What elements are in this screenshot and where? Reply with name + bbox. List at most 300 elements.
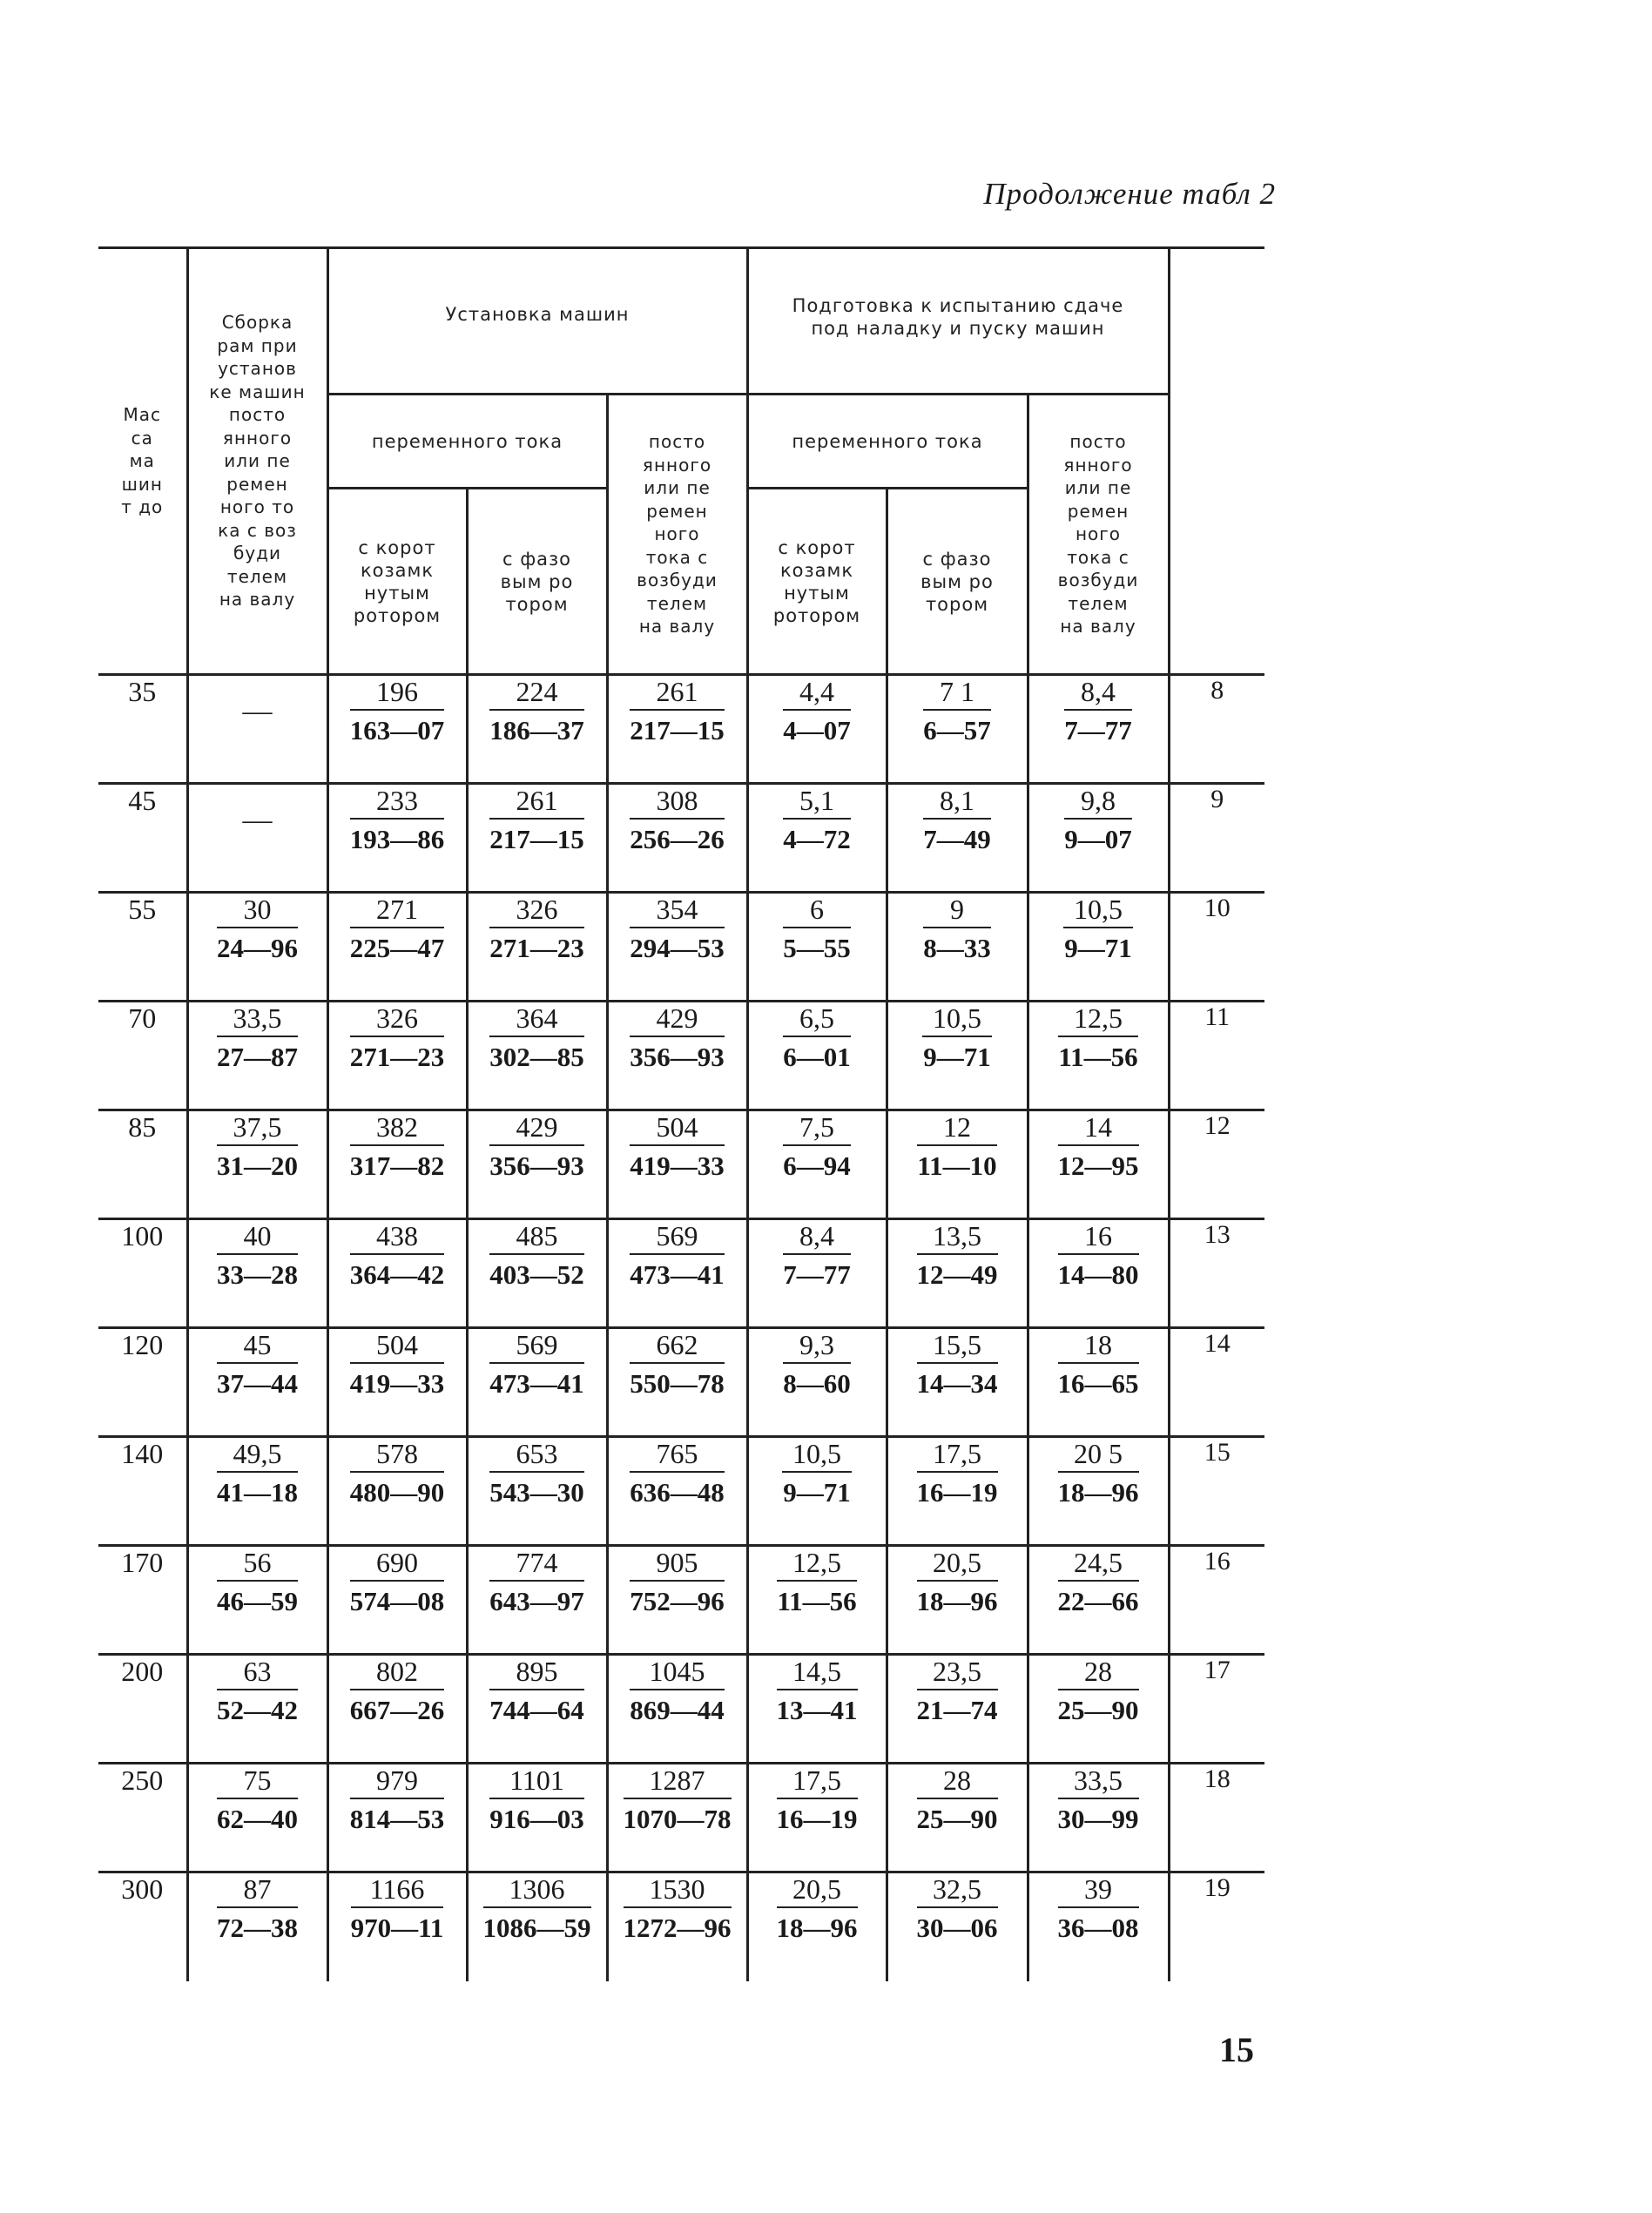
header-line: на валу: [1060, 616, 1136, 638]
col-header-ac-install: переменного тока: [327, 395, 607, 489]
fraction-denominator: 41—18: [217, 1477, 298, 1508]
value-cell-c5: [887, 1546, 1028, 1655]
col-header-squirrel-cage-install: [327, 489, 467, 675]
header-line: ного: [1075, 523, 1122, 545]
fraction: [630, 1111, 725, 1183]
fraction: [777, 1656, 858, 1727]
header-line: ротором: [772, 604, 861, 626]
fraction: [489, 1220, 584, 1292]
fraction-denominator: 473—41: [489, 1368, 584, 1399]
fraction-numerator: 63: [217, 1656, 298, 1690]
value-cell-c6: [1028, 1764, 1169, 1872]
value-cell-c6: [1028, 1328, 1169, 1437]
fraction-denominator: 256—26: [630, 824, 725, 854]
fraction-denominator: 11—56: [1058, 1042, 1138, 1072]
col-header-dc-prep: [1028, 395, 1169, 675]
mass-cell: 250: [98, 1764, 187, 1872]
fraction: [489, 1329, 584, 1400]
header-line: телем: [226, 565, 288, 587]
fraction-denominator: 403—52: [489, 1259, 584, 1290]
mass-cell: 55: [98, 893, 187, 1002]
fraction: [783, 1329, 851, 1400]
table-row: [98, 1655, 1264, 1764]
fraction-denominator: 6—94: [783, 1150, 851, 1181]
row-number-cell: 17: [1169, 1655, 1264, 1764]
row-number-cell: 12: [1169, 1110, 1264, 1219]
fraction-numerator: 8,4: [1064, 676, 1132, 711]
fraction: [917, 1438, 998, 1509]
table-row: [98, 1110, 1264, 1219]
fraction-denominator: 271—23: [349, 1042, 445, 1072]
value-cell-c6: [1028, 1437, 1169, 1546]
fraction-numerator: 578: [350, 1438, 445, 1473]
row-number-cell: 19: [1204, 1873, 1231, 1902]
fraction-numerator: 7,5: [783, 1111, 851, 1146]
fraction-denominator: 356—93: [489, 1150, 584, 1181]
header-line: ного: [654, 523, 700, 545]
header-line: или пе: [1064, 477, 1132, 499]
fraction-denominator: 9—71: [1064, 933, 1132, 963]
fraction: [217, 1438, 298, 1509]
fraction-numerator: 20,5: [917, 1547, 998, 1582]
row-number-cell: 14: [1169, 1328, 1264, 1437]
fraction-numerator: 569: [630, 1220, 725, 1255]
fraction: [782, 1438, 852, 1509]
fraction-numerator: 354: [630, 894, 725, 928]
col-header-ac-prep: переменного тока: [747, 395, 1028, 489]
fraction-denominator: 814—53: [349, 1804, 445, 1834]
fraction: [783, 1002, 851, 1074]
fraction: [1058, 1220, 1139, 1292]
header-line: с корот: [778, 536, 856, 558]
col-header-number: [1169, 248, 1264, 675]
fraction: [923, 785, 991, 856]
fraction-numerator: 308: [630, 785, 725, 820]
header-line: установ: [218, 358, 297, 380]
fraction-numerator: 196: [350, 676, 445, 711]
fraction-numerator: 261: [630, 676, 725, 711]
fraction: [917, 1547, 998, 1618]
fraction-denominator: 916—03: [489, 1804, 584, 1834]
fraction-denominator: 16—19: [776, 1804, 858, 1834]
fraction-denominator: 9—71: [923, 1042, 991, 1072]
fraction: [1064, 676, 1132, 747]
value-cell-c6: [1028, 675, 1169, 784]
fraction-denominator: 27—87: [217, 1042, 298, 1072]
fraction-denominator: 543—30: [489, 1477, 584, 1508]
assembly-cell: [187, 784, 327, 893]
header-line: нутым: [364, 582, 430, 604]
assembly-cell: [187, 1764, 327, 1872]
value-cell-c6: [1028, 1655, 1169, 1764]
fraction-denominator: 225—47: [349, 933, 445, 963]
fraction: [217, 1111, 298, 1183]
fraction: [1058, 1764, 1139, 1836]
fraction-numerator: 56: [217, 1547, 298, 1582]
fraction-numerator: 224: [489, 676, 584, 711]
fraction-numerator: 33,5: [217, 1002, 298, 1037]
fraction-numerator: 12,5: [777, 1547, 856, 1582]
fraction: [350, 1329, 445, 1400]
fraction: [489, 1438, 584, 1509]
col-header-squirrel-cage-prep: [747, 489, 887, 675]
fraction-denominator: 667—26: [349, 1695, 445, 1725]
header-line: возбуди: [1057, 570, 1139, 591]
fraction-numerator: 20 5: [1058, 1438, 1139, 1473]
header-line: янного: [222, 427, 293, 449]
fraction: [217, 1873, 298, 1945]
fraction-denominator: 13—41: [776, 1695, 858, 1725]
header-line: под наладку и пуску машин: [811, 318, 1105, 339]
assembly-cell: [187, 893, 327, 1002]
fraction: [777, 1547, 856, 1618]
fraction-numerator: 7 1: [923, 676, 991, 711]
header-line: тока с: [1067, 546, 1129, 568]
mass-cell: 35: [98, 675, 187, 784]
fraction-numerator: 382: [350, 1111, 445, 1146]
fraction-numerator: 662: [630, 1329, 725, 1364]
fraction-denominator: 25—90: [1057, 1695, 1139, 1725]
fraction-numerator: 504: [350, 1329, 445, 1364]
fraction-denominator: 317—82: [349, 1150, 445, 1181]
fraction-numerator: 8,4: [783, 1220, 851, 1255]
fraction-denominator: 302—85: [489, 1042, 584, 1072]
fraction-denominator: 4—07: [783, 715, 851, 746]
value-cell-c3: [607, 1437, 747, 1546]
page-number: 15: [1219, 2030, 1254, 2069]
fraction-numerator: 6: [783, 894, 851, 928]
fraction: [1058, 1438, 1139, 1509]
table-row: [98, 1437, 1264, 1546]
fraction-numerator: 39: [1058, 1873, 1139, 1908]
fraction-denominator: 33—28: [217, 1259, 298, 1290]
fraction: [1058, 1873, 1139, 1945]
value-cell-c4: [747, 1546, 887, 1655]
col-header-dc-install: [607, 395, 747, 675]
value-cell-c4: [747, 1328, 887, 1437]
value-cell-c2: [467, 1872, 607, 1981]
fraction-denominator: 6—01: [783, 1042, 851, 1072]
fraction-denominator: 37—44: [217, 1368, 298, 1399]
value-cell-c5: [887, 1655, 1028, 1764]
fraction-denominator: 11—56: [777, 1586, 857, 1616]
header-line: с фазо: [922, 548, 992, 570]
value-cell-c4: [747, 1110, 887, 1219]
fraction-denominator: 9—71: [783, 1477, 851, 1508]
fraction-numerator: 979: [350, 1764, 445, 1799]
value-cell-c6: [1028, 893, 1169, 1002]
fraction: [350, 1656, 445, 1727]
fraction-numerator: 261: [489, 785, 584, 820]
fraction-numerator: 33,5: [1058, 1764, 1139, 1799]
header-line: нутым: [784, 582, 850, 604]
fraction-numerator: 45: [217, 1329, 298, 1364]
fraction-numerator: 15,5: [917, 1329, 998, 1364]
fraction: [350, 1220, 445, 1292]
value-cell-c3: [607, 1655, 747, 1764]
fraction-numerator: 271: [350, 894, 445, 928]
fraction: [777, 1764, 858, 1836]
fraction: [630, 1438, 725, 1509]
table-row: [98, 1546, 1264, 1655]
assembly-cell: [187, 1437, 327, 1546]
value-cell-c2: [467, 675, 607, 784]
value-cell-c5: [887, 1002, 1028, 1110]
header-line: козамк: [779, 559, 854, 581]
value-cell-c2: [467, 1328, 607, 1437]
fraction-denominator: 271—23: [489, 933, 584, 963]
mass-cell: 100: [98, 1219, 187, 1328]
row-number-cell: 16: [1169, 1546, 1264, 1655]
fraction-numerator: 13,5: [917, 1220, 998, 1255]
fraction-denominator: 11—10: [917, 1150, 997, 1181]
fraction-denominator: 30—06: [916, 1913, 998, 1943]
fraction: [783, 1111, 851, 1183]
assembly-cell: [187, 1655, 327, 1764]
fraction: [1063, 894, 1133, 965]
value-cell-c3: [607, 1219, 747, 1328]
fraction-denominator: 9—07: [1064, 824, 1132, 854]
fraction: [489, 894, 584, 965]
fraction-numerator: 28: [1058, 1656, 1139, 1690]
value-cell-c2: [467, 893, 607, 1002]
fraction-denominator: 8—60: [783, 1368, 851, 1399]
fraction-denominator: 574—08: [349, 1586, 445, 1616]
value-cell-c4: [747, 675, 887, 784]
value-cell-c1: [327, 1872, 467, 1981]
header-line: телем: [1068, 592, 1129, 614]
value-cell-c5: [887, 893, 1028, 1002]
fraction: [350, 1002, 445, 1074]
fraction-numerator: 30: [217, 894, 298, 928]
table-row: [98, 784, 1264, 893]
fraction-numerator: 429: [489, 1111, 584, 1146]
header-line: рам при: [217, 334, 298, 356]
header-line: тором: [925, 593, 989, 615]
value-cell-c1: [327, 675, 467, 784]
header-line: ного то: [219, 496, 295, 518]
value-cell-c6: [1028, 1872, 1169, 1981]
value-cell-c1: [327, 1764, 467, 1872]
fraction-denominator: 550—78: [630, 1368, 725, 1399]
fraction: [783, 894, 851, 965]
fraction-numerator: 569: [489, 1329, 584, 1364]
table-row: [98, 1219, 1264, 1328]
header-line: ремен: [1067, 500, 1129, 522]
fraction-denominator: 869—44: [630, 1695, 725, 1725]
fraction-denominator: 36—08: [1057, 1913, 1139, 1943]
fraction-numerator: 1101: [489, 1764, 584, 1799]
assembly-cell: [187, 675, 327, 784]
fraction-numerator: 8,1: [923, 785, 991, 820]
fraction: [1058, 1111, 1139, 1183]
table-row: [98, 675, 1264, 784]
fraction-denominator: 6—57: [923, 715, 991, 746]
fraction-denominator: 7—77: [783, 1259, 851, 1290]
fraction-denominator: 970—11: [350, 1913, 444, 1943]
fraction: [917, 1656, 998, 1727]
fraction-numerator: 4,4: [783, 676, 851, 711]
assembly-cell: [187, 1328, 327, 1437]
fraction-numerator: 75: [217, 1764, 298, 1799]
fraction-numerator: 765: [630, 1438, 725, 1473]
fraction-numerator: 905: [630, 1547, 725, 1582]
value-cell-c3: [607, 893, 747, 1002]
header-line: или пе: [224, 450, 291, 472]
fraction-numerator: 9,8: [1064, 785, 1132, 820]
col-header-phase-rotor-install: [467, 489, 607, 675]
fraction-numerator: 28: [917, 1764, 998, 1799]
value-cell-c4: [747, 784, 887, 893]
value-cell-c6: [1028, 784, 1169, 893]
value-cell-c6: [1028, 1219, 1169, 1328]
fraction-denominator: 30—99: [1057, 1804, 1139, 1834]
fraction-numerator: 49,5: [217, 1438, 298, 1473]
value-cell-c2: [467, 1655, 607, 1764]
value-cell-c1: [327, 1328, 467, 1437]
mass-cell: 140: [98, 1437, 187, 1546]
fraction-denominator: 193—86: [349, 824, 445, 854]
fraction: [350, 1111, 445, 1183]
fraction-denominator: 163—07: [349, 715, 445, 746]
fraction: [489, 676, 584, 747]
fraction: [1058, 1329, 1139, 1400]
fraction: [489, 1656, 584, 1727]
fraction: [217, 1220, 298, 1292]
fraction-numerator: 32,5: [917, 1873, 998, 1908]
fraction-denominator: 8—33: [923, 933, 991, 963]
header-line: ремен: [226, 473, 288, 495]
fraction-numerator: 16: [1058, 1220, 1139, 1255]
header-line: телем: [646, 592, 708, 614]
header-line: вым ро: [920, 570, 994, 592]
value-cell-c1: [327, 1219, 467, 1328]
fraction-numerator: 14,5: [777, 1656, 858, 1690]
fraction-numerator: 690: [350, 1547, 445, 1582]
fraction: [917, 1764, 998, 1836]
assembly-cell: [187, 1546, 327, 1655]
header-line: са: [131, 427, 153, 449]
header-line: козамк: [360, 559, 435, 581]
fraction: [1058, 1547, 1139, 1618]
fraction-numerator: 802: [350, 1656, 445, 1690]
fraction-denominator: 643—97: [489, 1586, 584, 1616]
fraction: [783, 676, 851, 747]
empty-dash: —: [242, 804, 273, 836]
fraction: [917, 1329, 998, 1400]
fraction: [217, 1329, 298, 1400]
value-cell-c5: [887, 675, 1028, 784]
header-line: буди: [233, 543, 281, 564]
header-line: ремен: [646, 500, 708, 522]
fraction-numerator: 364: [489, 1002, 584, 1037]
mass-cell: 300: [98, 1872, 187, 1981]
value-cell-c4: [747, 1219, 887, 1328]
fraction-denominator: 217—15: [630, 715, 725, 746]
header-line: шин: [121, 473, 163, 495]
table-row: [98, 1002, 1264, 1110]
fraction-numerator: 1166: [351, 1873, 444, 1908]
fraction-denominator: 22—66: [1057, 1586, 1139, 1616]
fraction: [630, 1656, 725, 1727]
fraction-denominator: 364—42: [349, 1259, 445, 1290]
value-cell-c6: [1028, 1546, 1169, 1655]
fraction-numerator: 12: [917, 1111, 996, 1146]
fraction: [630, 676, 725, 747]
fraction: [350, 785, 445, 856]
value-cell-c1: [327, 1110, 467, 1219]
value-cell-c5: [887, 1110, 1028, 1219]
fraction-numerator: 17,5: [917, 1438, 998, 1473]
fraction-denominator: 31—20: [217, 1150, 298, 1181]
value-cell-c6: [1028, 1002, 1169, 1110]
fraction-denominator: 25—90: [916, 1804, 998, 1834]
fraction-denominator: 217—15: [489, 824, 584, 854]
header-line: или пе: [644, 477, 711, 499]
price-table: [98, 246, 1264, 1981]
fraction-numerator: 895: [489, 1656, 584, 1690]
col-header-mass: [98, 248, 187, 675]
fraction-denominator: 18—96: [776, 1913, 858, 1943]
fraction: [489, 1764, 584, 1836]
fraction-denominator: 473—41: [630, 1259, 725, 1290]
value-cell-c2: [467, 1437, 607, 1546]
col-header-phase-rotor-prep: [887, 489, 1028, 675]
fraction-numerator: 18: [1058, 1329, 1139, 1364]
value-cell-c1: [327, 893, 467, 1002]
header-line: возбуди: [637, 570, 718, 591]
value-cell-c4: [747, 893, 887, 1002]
fraction-denominator: 636—48: [630, 1477, 725, 1508]
header-line: ке машин: [209, 381, 306, 402]
fraction-denominator: 419—33: [630, 1150, 725, 1181]
fraction-numerator: 40: [217, 1220, 298, 1255]
row-number-cell: 15: [1169, 1437, 1264, 1546]
assembly-cell: [187, 1110, 327, 1219]
header-line: на валу: [638, 616, 716, 638]
header-line: с корот: [358, 536, 436, 558]
header-line: янного: [1063, 454, 1133, 476]
table-row: [98, 1764, 1264, 1872]
fraction-denominator: 12—95: [1057, 1150, 1139, 1181]
continuation-title: Продолжение табл 2: [983, 177, 1276, 211]
fraction-numerator: 14: [1058, 1111, 1139, 1146]
header-line: ма: [129, 450, 155, 472]
fraction-denominator: 12—49: [916, 1259, 998, 1290]
fraction-denominator: 1070—78: [623, 1804, 732, 1834]
row-number-cell: 13: [1169, 1219, 1264, 1328]
fraction-numerator: 1287: [624, 1764, 732, 1799]
fraction: [630, 1329, 725, 1400]
col-header-installation: Установка машин: [327, 248, 747, 395]
fraction: [624, 1873, 732, 1945]
fraction-denominator: 14—34: [916, 1368, 998, 1399]
fraction: [922, 1002, 992, 1074]
fraction: [917, 1873, 998, 1945]
fraction: [217, 1764, 298, 1836]
fraction: [630, 785, 725, 856]
fraction: [917, 1220, 998, 1292]
fraction-numerator: 23,5: [917, 1656, 998, 1690]
mass-cell: 120: [98, 1328, 187, 1437]
fraction-denominator: 21—74: [916, 1695, 998, 1725]
fraction-numerator: 17,5: [777, 1764, 858, 1799]
value-cell-c5: [887, 1219, 1028, 1328]
fraction: [217, 1547, 298, 1618]
mass-cell: 170: [98, 1546, 187, 1655]
header-line: ротором: [353, 604, 442, 626]
fraction-numerator: 774: [489, 1547, 584, 1582]
